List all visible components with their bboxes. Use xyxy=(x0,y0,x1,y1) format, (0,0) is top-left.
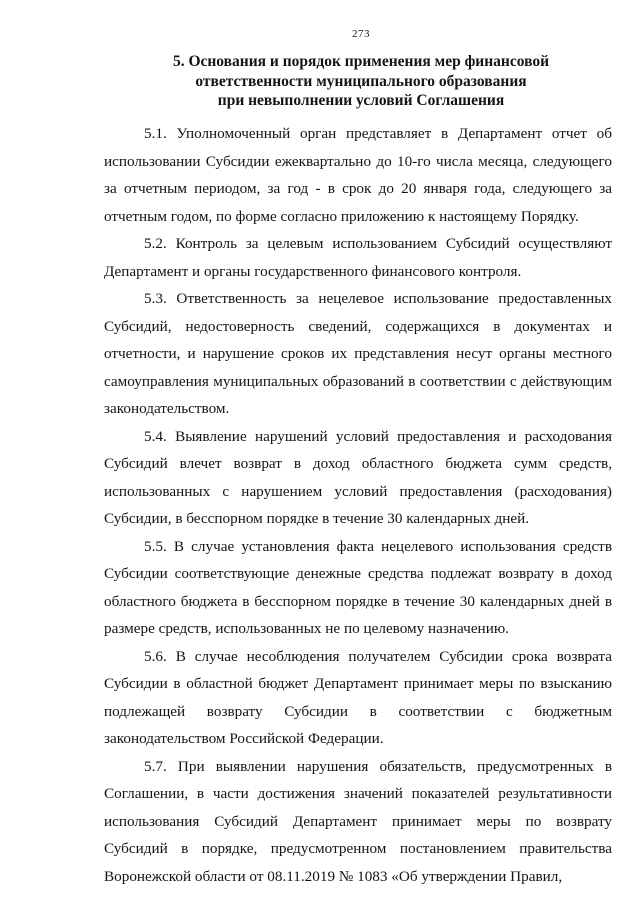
page-number: 273 xyxy=(352,28,370,40)
paragraph-5-3: 5.3. Ответственность за нецелевое использование предоставленных Субсидий, недостоверность сведений, содержащихся в документах и отчетности, и нарушение сроков их представления несут органы местного самоуправления муниципальных образований в соответствии с действующим законодательством. xyxy=(104,290,612,417)
section-heading xyxy=(170,52,552,111)
heading-line: ответственности муниципального образования xyxy=(195,72,527,90)
paragraph-5-1: 5.1. Уполномоченный орган представляет в Департамент отчет об использовании Субсидии ежеквартально до 10-го числа месяца, следующего за отчетным периодом, за год - в срок до 20 января года, следующего за отчетным годом, по форме согласно приложению к настоящему Порядку. xyxy=(104,125,612,225)
document-body xyxy=(104,120,612,890)
heading-line: 5. Основания и порядок применения мер финансовой xyxy=(172,53,550,70)
paragraph-5-5: 5.5. В случае установления факта нецелевого использования средств Субсидии соответствующие денежные средства подлежат возврату в доход областного бюджета в бесспорном порядке в течение 30 календарных дней в размере средств, использованных не по целевому назначению. xyxy=(104,537,612,637)
paragraph-5-4: 5.4. Выявление нарушений условий предоставления и расходования Субсидий влечет возврат в доход областного бюджета сумм средств, использованных с нарушением условий предоставления (расходования) Субсидии, в бесспорном порядке в течение 30 календарных дней. xyxy=(104,427,612,527)
paragraph-5-2: 5.2. Контроль за целевым использованием Субсидий осуществляют Департамент и органы государственного финансового контроля. xyxy=(104,235,612,280)
paragraph-5-6: 5.6. В случае несоблюдения получателем Субсидии срока возврата Субсидии в областной бюджет Департамент принимает меры по взысканию подлежащей возврату Субсидии в соответствии с бюджетным законодательством Российской Федерации. xyxy=(104,647,612,747)
paragraph-5-7: 5.7. При выявлении нарушения обязательств, предусмотренных в Соглашении, в части достижения значений показателей результативности использования Субсидий Департамент принимает меры по возврату Субсидий в порядке, предусмотренном постановлением правительства Воронежской области от 08.11.2019 № 1083 «Об утверждении Правил, xyxy=(104,757,612,885)
heading-line: при невыполнении условий Соглашения xyxy=(217,92,505,109)
